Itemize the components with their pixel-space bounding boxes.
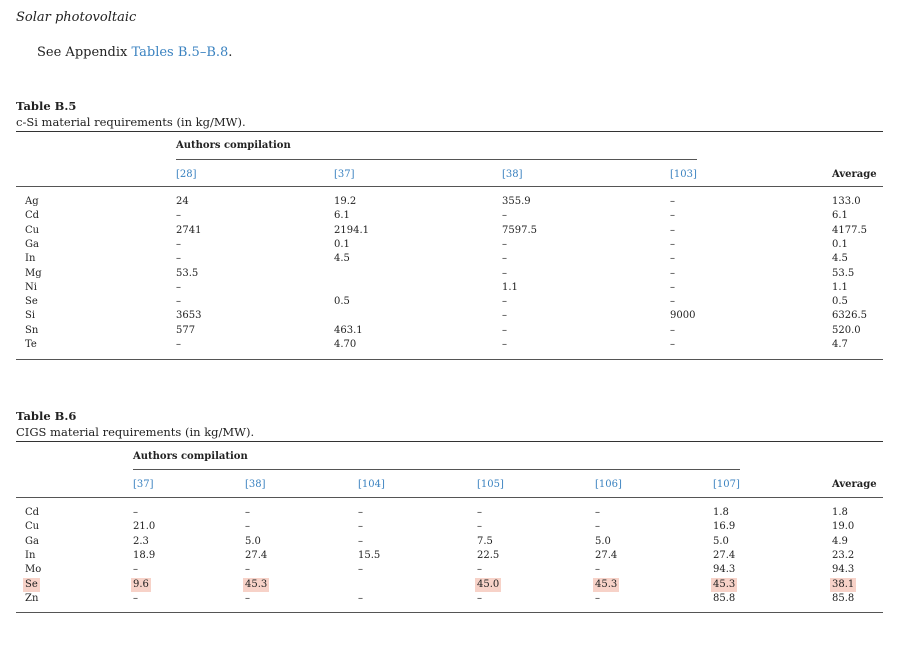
element-cell: Sn [25,324,39,336]
value-cell: 577 [176,324,196,336]
value-cell: – [477,507,482,518]
average-cell: 133.0 [832,196,861,207]
element-cell: Cd [25,210,40,222]
average-cell: 6.1 [832,210,848,222]
value-cell: 355.9 [502,196,531,207]
value-cell: – [477,564,482,576]
value-cell: 27.4 [245,549,268,561]
value-cell: 21.0 [133,521,156,533]
element-cell: Cu [25,224,40,236]
value-cell: – [502,296,507,308]
value-cell: 2194.1 [334,224,369,236]
value-cell: 45.3 [245,578,268,590]
value-cell: – [358,507,363,518]
value-cell: 0.5 [334,296,350,308]
value-cell: 45.3 [713,578,736,590]
value-cell: – [502,253,507,265]
appendix-note [37,45,232,60]
ref-37[interactable]: [37] [334,169,355,180]
value-cell: – [176,339,181,350]
element-cell: Cd [25,507,40,518]
ref-38[interactable]: [38] [245,479,266,490]
table-b5-header-rule [16,186,883,187]
table-b5-bottom-rule [16,359,883,360]
table-b5-top-rule [16,131,883,132]
average-cell: 1.8 [832,507,848,518]
value-cell: 463.1 [334,324,363,336]
value-cell: – [245,521,250,533]
value-cell: 18.9 [133,549,156,561]
table-b5-caption: c-Si material requirements (in kg/MW). [16,115,246,129]
element-cell: Ga [25,238,39,250]
value-cell: 27.4 [595,549,618,561]
average-cell: 38.1 [832,578,855,590]
value-cell: 94.3 [713,564,736,576]
value-cell: – [245,564,250,576]
average-header: Average [832,169,877,180]
average-cell: 53.5 [832,267,855,279]
element-cell: Te [25,339,37,350]
value-cell: – [670,324,675,336]
value-cell: 4.5 [334,253,350,265]
value-cell: 3653 [176,310,202,322]
average-cell: 4.7 [832,339,848,350]
value-cell: – [595,507,600,518]
value-cell: – [595,564,600,576]
table-b6-title: Table B.6 [16,409,77,423]
value-cell: – [502,210,507,222]
table-b6-group-rule [133,469,740,470]
average-cell: 94.3 [832,564,855,576]
average-cell: 85.8 [832,592,855,604]
value-cell: 2741 [176,224,202,236]
value-cell: 53.5 [176,267,199,279]
value-cell: 7.5 [477,535,493,547]
value-cell: – [176,238,181,250]
value-cell: 5.0 [595,535,611,547]
value-cell: 0.1 [334,238,350,250]
value-cell: – [245,592,250,604]
appendix-tables-link[interactable]: Tables B.5–B.8 [131,45,229,60]
value-cell: – [502,324,507,336]
table-b5-title: Table B.5 [16,99,77,113]
value-cell: 6.1 [334,210,350,222]
value-cell: – [176,210,181,222]
value-cell: – [245,507,250,518]
value-cell: – [133,564,138,576]
value-cell: – [670,238,675,250]
value-cell: 24 [176,196,189,207]
element-cell: Mg [25,267,42,279]
value-cell: – [595,592,600,604]
element-cell: Se [25,578,38,590]
ref-38[interactable]: [38] [502,169,523,180]
ref-107[interactable]: [107] [713,479,740,490]
average-cell: 19.0 [832,521,855,533]
average-cell: 4.5 [832,253,848,265]
value-cell: – [176,296,181,308]
value-cell: – [670,281,675,293]
value-cell: 9000 [670,310,696,322]
value-cell: 16.9 [713,521,736,533]
element-cell: Cu [25,521,40,533]
element-cell: Zn [25,592,39,604]
value-cell: 4.70 [334,339,357,350]
value-cell: – [670,196,675,207]
element-cell: Ni [25,281,37,293]
element-cell: Si [25,310,36,322]
average-cell: 23.2 [832,549,855,561]
table-b5-group-header: Authors compilation [176,140,291,151]
element-cell: In [25,549,36,561]
ref-104[interactable]: [104] [358,479,385,490]
value-cell: – [477,592,482,604]
value-cell: 15.5 [358,549,381,561]
average-cell: 4.9 [832,535,848,547]
value-cell: – [477,521,482,533]
value-cell: 45.3 [595,578,618,590]
appendix-suffix: . [228,45,233,60]
value-cell: – [595,521,600,533]
element-cell: Mo [25,564,42,576]
value-cell: – [670,296,675,308]
value-cell: – [670,339,675,350]
value-cell: 1.1 [502,281,518,293]
average-header: Average [832,479,877,490]
value-cell: – [670,210,675,222]
table-b6-group-header: Authors compilation [133,451,248,462]
value-cell: – [502,310,507,322]
value-cell: – [133,507,138,518]
table-b6-top-rule [16,441,883,442]
value-cell: – [502,339,507,350]
average-cell: 6326.5 [832,310,867,322]
value-cell: – [358,535,363,547]
section-title: Solar photovoltaic [16,10,137,25]
ref-28[interactable]: [28] [176,169,197,180]
value-cell: – [670,267,675,279]
value-cell: – [670,253,675,265]
average-cell: 0.1 [832,238,848,250]
average-cell: 4177.5 [832,224,867,236]
value-cell: 7597.5 [502,224,537,236]
element-cell: Se [25,296,38,308]
value-cell: 19.2 [334,196,357,207]
value-cell: 85.8 [713,592,736,604]
value-cell: 22.5 [477,549,500,561]
element-cell: In [25,253,36,265]
ref-106[interactable]: [106] [595,479,622,490]
value-cell: – [502,267,507,279]
value-cell: – [358,564,363,576]
average-cell: 520.0 [832,324,861,336]
value-cell: – [176,253,181,265]
ref-37[interactable]: [37] [133,479,154,490]
value-cell: 2.3 [133,535,149,547]
table-b6-header-rule [16,497,883,498]
appendix-prefix: See Appendix [37,45,132,60]
table-b5-group-rule [176,159,697,160]
element-cell: Ag [25,196,39,207]
value-cell: 5.0 [245,535,261,547]
value-cell: – [358,592,363,604]
value-cell: – [670,224,675,236]
table-b6-caption: CIGS material requirements (in kg/MW). [16,425,255,439]
value-cell: 5.0 [713,535,729,547]
value-cell: 45.0 [477,578,500,590]
value-cell: – [176,281,181,293]
value-cell: – [133,592,138,604]
element-cell: Ga [25,535,39,547]
ref-103[interactable]: [103] [670,169,697,180]
value-cell: 27.4 [713,549,736,561]
average-cell: 1.1 [832,281,848,293]
value-cell: 9.6 [133,578,149,590]
value-cell: 1.8 [713,507,729,518]
table-b6-bottom-rule [16,612,883,613]
value-cell: – [358,521,363,533]
ref-105[interactable]: [105] [477,479,504,490]
average-cell: 0.5 [832,296,848,308]
value-cell: – [502,238,507,250]
